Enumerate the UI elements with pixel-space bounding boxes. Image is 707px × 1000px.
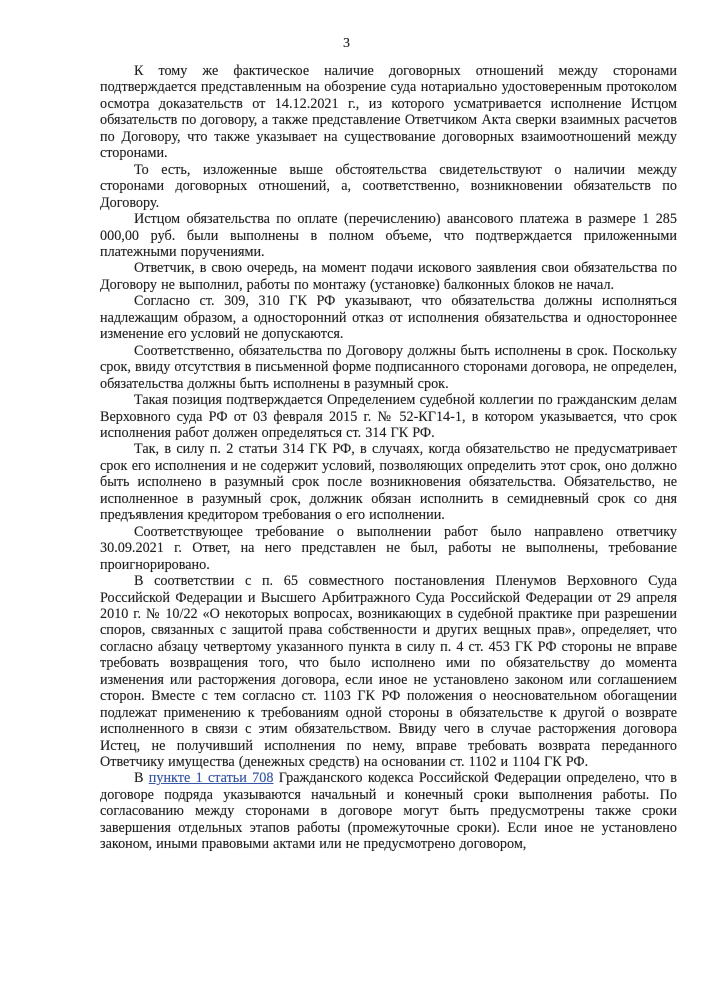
paragraph-article-708	[100, 770, 677, 852]
paragraph-advance-payment: Истцом обязательства по оплате (перечислению) авансового платежа в размере 1 285 000,00 руб. были выполнены в полном объеме, что подтверждается приложенными платежными поручениями.	[100, 211, 677, 260]
paragraph-plenum-resolution: В соответствии с п. 65 совместного постановления Пленумов Верховного Суда Российской Федерации и Высшего Арбитражного Суда Российской Федерации от 29 апреля 2010 г. № 10/22 «О некоторых вопросах, возникающих в судебной практике при разрешении споров, связанных с защитой права собственности и других вещных прав», определяет, что согласно абзацу четвертому указанного пункта в силу п. 4 ст. 453 ГК РФ стороны не вправе требовать возвращения того, что было исполнено ими по обязательству до момента изменения или расторжения договора, если иное не установлено законом или соглашением сторон. Вместе с тем согласно ст. 1103 ГК РФ положения о неосновательном обогащении подлежат применению к требованиям одной стороны в обязательстве к другой о возврате исполненного в связи с этим обязательством. Ввиду чего в случае расторжения договора Истец, не получивший исполнения по нему, вправе требовать возврата переданного Ответчику имущества (денежных средств) на основании ст. 1102 и 1104 ГК РФ.	[100, 573, 677, 771]
paragraph-article-708-prefix: В	[134, 770, 149, 787]
paragraph-supreme-court-ruling: Такая позиция подтверждается Определением судебной коллегии по гражданским делам Верховного суда РФ от 03 февраля 2015 г. № 52-КГ14-1, в котором указывается, что срок исполнения работ должен определяться ст. 314 ГК РФ.	[100, 392, 677, 441]
paragraph-articles-309-310: Согласно ст. 309, 310 ГК РФ указывают, что обязательства должны исполняться надлежащим образом, а односторонний отказ от исполнения обязательства и одностороннее изменение его условий не допускаются.	[100, 293, 677, 343]
paragraph-conclusion-obligations: То есть, изложенные выше обстоятельства свидетельствуют о наличии между сторонами договорных отношений, а, соответственно, возникновении обязательств по Договору.	[100, 161, 677, 211]
statute-708-link[interactable]: пункте 1 статьи 708	[148, 770, 274, 787]
paragraph-article-708-suffix: Гражданского кодекса Российской Федерации определено, что в договоре подряда указываются начальный и конечный сроки выполнения работы. По согласованию между сторонами в договоре могут быть предусмотрены также сроки завершения отдельных этапов работы (промежуточные сроки). Если иное не установлено законом, иными правовыми актами или не предусмотрено договором,	[100, 770, 677, 853]
paragraph-article-314: Так, в силу п. 2 статьи 314 ГК РФ, в случаях, когда обязательство не предусматривает срок его исполнения и не содержит условий, позволяющих определить этот срок, оно должно быть исполнено в разумный срок после возникновения обязательства. Обязательство, не исполненное в разумный срок, должник обязан исполнить в семидневный срок со дня предъявления кредитором требования о его исполнении.	[100, 441, 677, 524]
paragraph-demand-ignored: Соответствующее требование о выполнении работ было направлено ответчику 30.09.2021 г. Ответ, на него представлен не был, работы не выполнены, требование проигнорировано.	[100, 523, 677, 573]
paragraph-defendant-nonperformance: Ответчик, в свою очередь, на момент подачи искового заявления свои обязательства по Договору не выполнил, работы по монтажу (установке) балконных блоков не начал.	[100, 260, 677, 293]
page-number: 3	[343, 36, 350, 51]
document-body	[100, 63, 677, 853]
paragraph-reasonable-term: Соответственно, обязательства по Договору должны быть исполнены в срок. Поскольку срок, ввиду отсутствия в письменной форме подписанного сторонами договора, не определен, обязательства должны быть исполнены в разумный срок.	[100, 342, 677, 392]
paragraph-contract-relations: К тому же фактическое наличие договорных отношений между сторонами подтверждается представленным на обозрение суда нотариально удостоверенным протоколом осмотра доказательств от 14.12.2021 г., из которого усматривается исполнение Истцом обязательств по договору, а также представление Ответчиком Акта сверки взаимных расчетов по Договору, что также указывает на существование договорных взаимоотношений между сторонами.	[100, 63, 677, 162]
